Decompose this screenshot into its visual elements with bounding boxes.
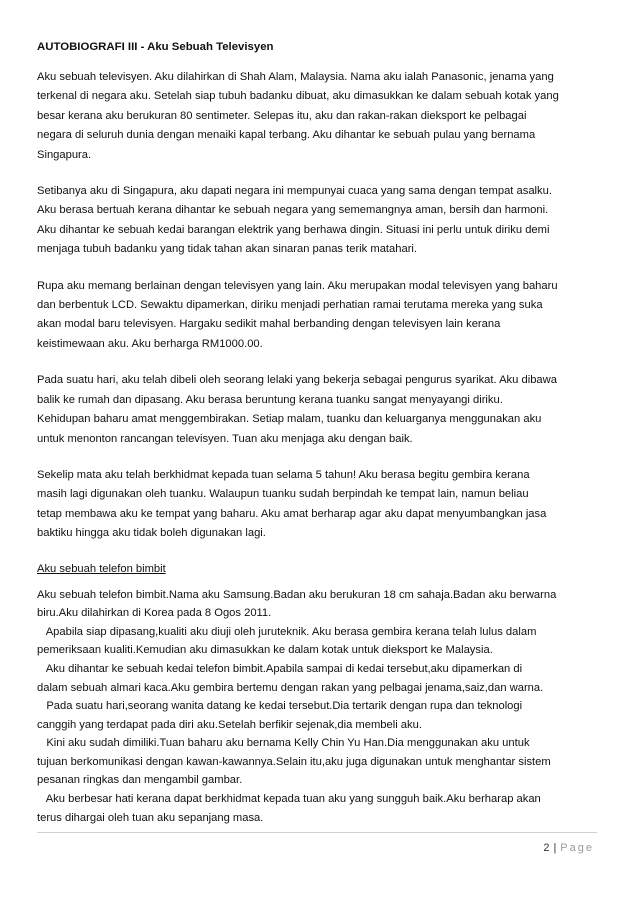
text-line: tetap membawa aku ke tempat yang baharu. Aku amat berharap agar aku dapat menyumbangkan jasa (37, 507, 547, 520)
paragraph (37, 466, 597, 544)
page-footer (543, 842, 594, 854)
paragraph (37, 277, 597, 355)
text-line: dan berbentuk LCD. Sewaktu dipamerkan, diriku menjadi perhatian ramai terutama mereka yang suka (37, 299, 543, 312)
text-line: Pada suatu hari, aku telah dibeli oleh seorang lelaki yang bekerja sebagai pengurus syarikat. Aku dibawa (37, 374, 557, 387)
text-line: Aku dihantar ke sebuah kedai telefon bimbit.Apabila sampai di kedai tersebut,aku dipamerkan di (37, 662, 523, 675)
text-line: Aku sebuah telefon bimbit.Nama aku Samsung.Badan aku berukuran 18 cm sahaja.Badan aku berwarna (37, 588, 557, 601)
text-line: balik ke rumah dan dipasang. Aku berasa beruntung kerana tuanku sangat menyayangi diriku. (37, 393, 503, 406)
text-line: Aku sebuah televisyen. Aku dilahirkan di Shah Alam, Malaysia. Nama aku ialah Panasonic, jenama yang (37, 71, 554, 83)
text-line: negara di seluruh dunia dengan menaiki kapal terbang. Aku dihantar ke sebuah pulau yang bernama (37, 129, 536, 142)
text-line: pesanan ringkas dan mengambil gambar. (37, 774, 243, 787)
text-line: baktiku hingga aku tidak boleh digunakan lagi. (37, 527, 266, 540)
text-line: Rupa aku memang berlainan dengan televisyen yang lain. Aku merupakan modal televisyen yang baharu (37, 279, 558, 292)
text-line: Aku berasa bertuah kerana dihantar ke sebuah negara yang sememangnya aman, bersih dan harmoni. (37, 204, 549, 217)
text-line: tujuan berkomunikasi dengan kawan-kawannya.Selain itu,aku juga digunakan untuk menghantar sistem (37, 755, 551, 768)
text-line: Aku dihantar ke sebuah kedai barangan elektrik yang berhawa dingin. Situasi ini perlu untuk diriku demi (37, 223, 550, 236)
text-line: Kehidupan baharu amat menggembirakan. Setiap malam, tuanku dan keluarganya menggunakan aku (37, 413, 542, 426)
text-line: terus dihargai oleh tuan aku sepanjang masa. (37, 811, 264, 824)
document-page (37, 40, 597, 827)
text-line: masih lagi digunakan oleh tuanku. Walaupun tuanku sudah berpindah ke tempat lain, namun beliau (37, 488, 529, 501)
text-line: Aku berbesar hati kerana dapat berkhidmat kepada tuan aku yang sungguh baik.Aku berharap akan (37, 793, 541, 806)
text-line: Apabila siap dipasang,kualiti aku diuji oleh juruteknik. Aku berasa gembira kerana telah lulus dalam (37, 625, 537, 638)
text-line: besar kerana aku berukuran 80 sentimeter. Selepas itu, aku dan rakan-rakan dieksport ke pelbagai (37, 109, 527, 122)
text-line: Kini aku sudah dimiliki.Tuan baharu aku bernama Kelly Chin Yu Han.Dia menggunakan aku untuk (37, 737, 530, 750)
text-line: untuk menonton rancangan televisyen. Tuan aku menjaga aku dengan baik. (37, 432, 413, 445)
text-line: Setibanya aku di Singapura, aku dapati negara ini mempunyai cuaca yang sama dengan tempat asalku. (37, 185, 552, 198)
text-line: Pada suatu hari,seorang wanita datang ke kedai tersebut.Dia tertarik dengan rupa dan teknologi (37, 700, 523, 713)
section-body (37, 586, 597, 828)
text-line: dalam sebuah almari kaca.Aku gembira bertemu dengan rakan yang pelbagai jenama,saiz,dan warna. (37, 681, 544, 694)
paragraph (37, 371, 597, 449)
text-line: menjaga tubuh badanku yang tidak tahan akan sinaran panas terik matahari. (37, 243, 418, 256)
text-line: pemeriksaan kualiti.Kemudian aku dimasukkan ke dalam kotak untuk dieksport ke Malaysia. (37, 644, 493, 657)
text-line: terkenal di negara aku. Setelah siap tubuh badanku dibuat, aku dimasukkan ke dalam sebuah kotak yang (37, 90, 559, 103)
body-paragraphs (37, 68, 597, 544)
text-line: Singapura. (37, 148, 92, 161)
text-line: canggih yang terdapat pada diri aku.Setelah berfikir sejenak,dia membeli aku. (37, 718, 422, 731)
text-line: akan modal baru televisyen. Hargaku sedikit mahal berbanding dengan televisyen lain kerana (37, 318, 501, 331)
text-line: keistimewaan aku. Aku berharga RM1000.00. (37, 337, 263, 350)
footer-separator: | (553, 842, 557, 854)
text-line: Sekelip mata aku telah berkhidmat kepada tuan selama 5 tahun! Aku berasa begitu gembira kerana (37, 468, 530, 481)
section-heading: Aku sebuah telefon bimbit (37, 562, 166, 575)
page-label: Page (560, 842, 594, 854)
document-title: AUTOBIOGRAFI III - Aku Sebuah Televisyen (37, 41, 274, 53)
paragraph (37, 68, 597, 165)
footer-divider (37, 832, 597, 833)
paragraph (37, 182, 597, 260)
page-number: 2 (543, 842, 550, 854)
text-line: biru.Aku dilahirkan di Korea pada 8 Ogos 2011. (37, 607, 272, 620)
